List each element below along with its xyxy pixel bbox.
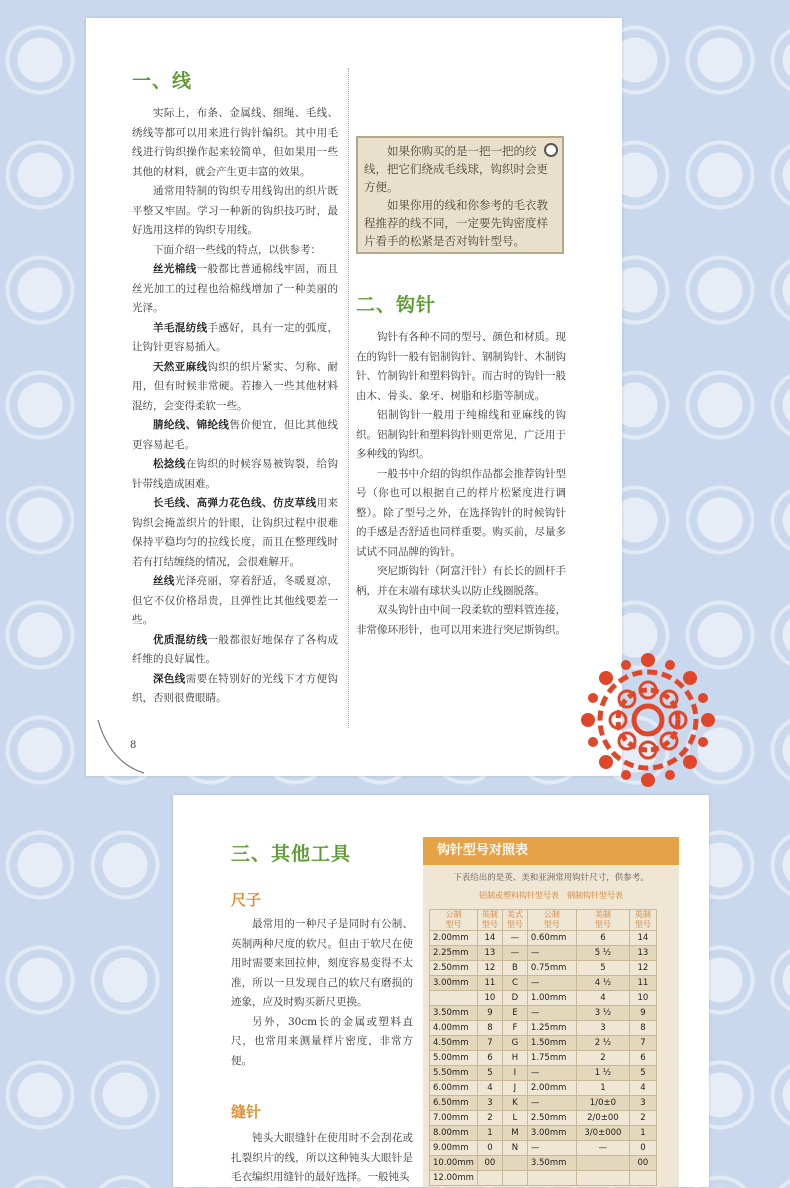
table-column-header: 公制 型号	[527, 910, 576, 931]
paragraph-text: 一般都很好地保存了各构成纤维的良好属性。	[132, 633, 338, 665]
table-cell: 6	[477, 1051, 502, 1066]
table-cell: 9	[477, 1006, 502, 1021]
table-title: 钩针型号对照表	[423, 837, 679, 865]
crochet-doily-icon	[578, 650, 718, 790]
table-cell: 5	[629, 1066, 656, 1081]
paragraph-text: 需要在特别好的光线下才方便钩织，否则很费眼睛。	[132, 672, 338, 704]
table-cell: 3.50mm	[527, 1156, 576, 1171]
table-cell: B	[502, 961, 527, 976]
table-cell: 2/0±00	[576, 1111, 629, 1126]
table-row	[430, 1021, 657, 1036]
table-cell	[576, 1171, 629, 1186]
term-label: 长毛线、高弹力花色线、仿皮草线	[153, 497, 317, 509]
hook-column	[356, 328, 566, 640]
table-cell: —	[527, 1096, 576, 1111]
table-cell: —	[502, 931, 527, 946]
body-paragraph: 另外，30cm长的金属或塑料直尺，也常用来测量样片密度，非常方便。	[231, 1015, 413, 1067]
table-cell: —	[527, 1006, 576, 1021]
body-paragraph	[132, 319, 338, 358]
subsection-title-needle: 缝针	[231, 1103, 262, 1121]
term-label: 腈纶线、锦纶线	[153, 419, 230, 431]
table-row	[430, 931, 657, 946]
table-cell	[477, 1171, 502, 1186]
table-row	[430, 946, 657, 961]
body-paragraph	[132, 241, 338, 261]
table-cell: 3.00mm	[430, 976, 478, 991]
book-page-left	[86, 18, 622, 776]
table-cell: 1	[477, 1126, 502, 1141]
table-row	[430, 1096, 657, 1111]
table-subtitle: 下表给出的是英、美和亚洲常用钩针尺寸，供参考。	[453, 873, 649, 883]
table-cell: 10	[629, 991, 656, 1006]
book-page-bottom	[173, 795, 709, 1187]
paragraph-text: 售价便宜，但比其他线更容易起毛。	[132, 419, 338, 451]
table-cell: 4 ½	[576, 976, 629, 991]
table-legend: 铝制或塑料钩针型号表 钢制钩针型号表	[479, 891, 623, 900]
table-row	[430, 1171, 657, 1186]
body-paragraph	[132, 670, 338, 709]
table-cell: 0	[477, 1141, 502, 1156]
term-label: 丝光棉线	[153, 263, 197, 275]
table-cell: 5	[576, 961, 629, 976]
table-cell: 3	[576, 1021, 629, 1036]
table-cell: 00	[477, 1156, 502, 1171]
body-paragraph	[132, 494, 338, 572]
table-row	[430, 991, 657, 1006]
body-paragraph	[132, 260, 338, 319]
table-cell: 4.00mm	[430, 1021, 478, 1036]
body-paragraph	[132, 358, 338, 417]
table-cell: E	[502, 1006, 527, 1021]
body-paragraph: 钩针有各种不同的型号、颜色和材质。现在的钩针一般有铝制钩针、钢制钩针、木制钩针、竹制钩针和塑料钩针。而古时的钩针一般由木、骨头、象牙、树脂和杉脂等制成。	[356, 331, 566, 402]
subsection-title-ruler: 尺子	[231, 891, 262, 909]
table-row	[430, 1081, 657, 1096]
table-cell: 12	[477, 961, 502, 976]
table-cell: 0.75mm	[527, 961, 576, 976]
term-label: 丝线	[153, 575, 175, 587]
table-cell: 10	[477, 991, 502, 1006]
page-number: 8	[130, 740, 137, 751]
column-divider	[348, 68, 349, 728]
tip-paragraph: 如果你用的线和你参考的毛衣教程推荐的线不同，一定要先钩密度样片看手的松紧是否对钩针型号。	[364, 198, 548, 248]
table-cell: 9.00mm	[430, 1141, 478, 1156]
table-cell: 5	[477, 1066, 502, 1081]
table-cell: 1	[629, 1126, 656, 1141]
table-cell: 3	[477, 1096, 502, 1111]
needle-column	[231, 1129, 413, 1188]
table-cell: 2.50mm	[430, 961, 478, 976]
paragraph-text: 在钩织的时候容易被钩裂，给钩针带线造成困难。	[132, 458, 338, 490]
paragraph-text: 一般都比普通棉线牢固，而且丝光加工的过程也给棉线增加了一种美丽的光泽。	[132, 263, 338, 314]
table-cell: 14	[629, 931, 656, 946]
table-cell: 1.75mm	[527, 1051, 576, 1066]
table-cell: F	[502, 1021, 527, 1036]
table-row	[430, 1051, 657, 1066]
table-cell: N	[502, 1141, 527, 1156]
table-cell: 5 ½	[576, 946, 629, 961]
table-cell	[430, 991, 478, 1006]
thread-column	[132, 104, 338, 709]
table-cell: 1	[576, 1081, 629, 1096]
table-cell: 1.25mm	[527, 1021, 576, 1036]
table-column-header: 美式 型号	[502, 910, 527, 931]
table-cell: 2.25mm	[430, 946, 478, 961]
term-label: 松捻线	[153, 458, 186, 470]
table-cell: 13	[477, 946, 502, 961]
table-cell: K	[502, 1096, 527, 1111]
table-cell: 2	[576, 1051, 629, 1066]
table-cell: 3.00mm	[527, 1126, 576, 1141]
table-cell: 0	[629, 1141, 656, 1156]
table-row	[430, 1126, 657, 1141]
table-column-header: 英制 型号	[629, 910, 656, 931]
table-cell: 3/0±000	[576, 1126, 629, 1141]
table-cell: 6.00mm	[430, 1081, 478, 1096]
ruler-column	[231, 915, 413, 1071]
body-paragraph	[132, 416, 338, 455]
body-paragraph: 双头钩针由中间一段柔软的塑料管连接，非常像环形针，也可以用来进行突尼斯钩织。	[356, 604, 566, 636]
table-cell: 8	[477, 1021, 502, 1036]
table-cell: 2.00mm	[527, 1081, 576, 1096]
body-paragraph: 钝头大眼缝针在使用时不会刮花或扎裂织片的线，所以这种钝头大眼针是毛衣编织用缝针的最好选择。一般钝头	[231, 1132, 413, 1183]
table-cell: 2	[629, 1111, 656, 1126]
term-label: 优质混纺线	[153, 633, 208, 646]
tip-box	[356, 136, 564, 254]
table-cell: —	[527, 946, 576, 961]
table-cell: 11	[629, 976, 656, 991]
table-column-header: 公制 型号	[430, 910, 478, 931]
table-cell: J	[502, 1081, 527, 1096]
paragraph-text: 手感好，具有一定的弧度，让钩针更容易插入。	[132, 321, 338, 353]
table-row	[430, 1111, 657, 1126]
term-label: 羊毛混纺线	[153, 321, 208, 334]
pin-icon	[544, 143, 558, 157]
table-cell: 1 ½	[576, 1066, 629, 1081]
table-cell: 14	[477, 931, 502, 946]
table-cell: —	[576, 1141, 629, 1156]
table-cell: 9	[629, 1006, 656, 1021]
table-cell: G	[502, 1036, 527, 1051]
section-title-tools: 三、其他工具	[231, 843, 352, 865]
table-cell: 6.50mm	[430, 1096, 478, 1111]
table-cell: 2	[477, 1111, 502, 1126]
table-cell: D	[502, 991, 527, 1006]
table-cell: 5.00mm	[430, 1051, 478, 1066]
table-cell: 8.00mm	[430, 1126, 478, 1141]
table-cell: 2 ½	[576, 1036, 629, 1051]
table-cell: 0.60mm	[527, 931, 576, 946]
table-row	[430, 1006, 657, 1021]
table-row	[430, 1141, 657, 1156]
term-label: 深色线	[153, 672, 186, 685]
paragraph-text: 光泽亮丽，穿着舒适，冬暖夏凉，但它不仅价格昂贵，且弹性比其他线要差一些。	[132, 575, 338, 626]
table-row	[430, 1036, 657, 1051]
table-cell: I	[502, 1066, 527, 1081]
tip-paragraph: 如果你购买的是一把一把的绞线，把它们绕成毛线球，钩织时会更方便。	[364, 144, 548, 194]
paragraph-text: 通常用特制的钩织专用线钩出的织片既平整又牢固。学习一种新的钩织技巧时，最好选用这样的钩织专用线。	[132, 185, 338, 236]
table-cell: 12	[629, 961, 656, 976]
table-cell: 13	[629, 946, 656, 961]
table-column-header: 美制 型号	[576, 910, 629, 931]
body-paragraph	[132, 104, 338, 182]
hook-size-table-panel	[423, 837, 679, 1187]
table-cell: 7	[477, 1036, 502, 1051]
table-cell: 6	[576, 931, 629, 946]
table-cell: 4	[629, 1081, 656, 1096]
table-column-header: 英制 型号	[477, 910, 502, 931]
decorative-curve-icon	[96, 718, 146, 778]
term-label: 天然亚麻线	[153, 360, 208, 373]
paragraph-text: 钩织的织片紧实、匀称、耐用，但有时候非常硬。若掺入一些其他材料混纺，会变得柔软一些。	[132, 360, 338, 412]
table-cell: C	[502, 976, 527, 991]
table-row	[430, 961, 657, 976]
body-paragraph: 一般书中介绍的钩织作品都会推荐钩针型号（你也可以根据自己的样片松紧度进行调整）。除了型号之外，在选择钩针的时候钩针的手感是否舒适也同样重要。购买前，尽量多试试不同品牌的钩针。	[356, 467, 566, 558]
table-cell: 4	[477, 1081, 502, 1096]
table-cell: 2.50mm	[527, 1111, 576, 1126]
table-cell: 3	[629, 1096, 656, 1111]
table-cell: 6	[629, 1051, 656, 1066]
table-cell: 11	[477, 976, 502, 991]
paragraph-text: 实际上，布条、金属线、细绳、毛线、绣线等都可以用来进行钩针编织。其中用毛线进行钩织操作起来较简单，但如果用一些其他的材料，就会产生更丰富的效果。	[132, 107, 338, 178]
body-paragraph	[132, 631, 338, 670]
table-cell: 1/0±0	[576, 1096, 629, 1111]
body-paragraph	[132, 182, 338, 241]
table-cell: H	[502, 1051, 527, 1066]
table-cell	[629, 1171, 656, 1186]
table-row	[430, 1066, 657, 1081]
table-cell: 10.00mm	[430, 1156, 478, 1171]
table-cell: M	[502, 1126, 527, 1141]
body-paragraph: 最常用的一种尺子是同时有公制、英制两种尺度的软尺。但由于软尺在使用时需要来回拉伸，刻度容易变得不太准，所以一旦发现自己的软尺有磨损的迹象，应及时购买新尺更换。	[231, 918, 413, 1008]
body-paragraph: 铝制钩针一般用于纯棉线和亚麻线的钩织。铝制钩针和塑料钩针则更常见，广泛用于多种线的钩织。	[356, 409, 566, 460]
table-cell: 5.50mm	[430, 1066, 478, 1081]
table-cell	[502, 1171, 527, 1186]
table-header-row	[430, 910, 657, 931]
table-cell: 4.50mm	[430, 1036, 478, 1051]
table-cell: 1.00mm	[527, 991, 576, 1006]
body-paragraph	[132, 572, 338, 631]
body-paragraph	[132, 455, 338, 494]
body-paragraph: 突尼斯钩针（阿富汗针）有长长的圆杆手柄，并在末端有球状头以防止线圈脱落。	[356, 565, 566, 597]
table-cell: 00	[629, 1156, 656, 1171]
hook-size-table	[429, 909, 657, 1186]
table-cell: L	[502, 1111, 527, 1126]
table-cell: 3.50mm	[430, 1006, 478, 1021]
table-cell: —	[527, 1066, 576, 1081]
table-row	[430, 1156, 657, 1171]
table-cell: 8	[629, 1021, 656, 1036]
table-cell: —	[527, 976, 576, 991]
table-cell	[527, 1171, 576, 1186]
paragraph-text: 用来钩织会掩盖织片的针眼，让钩织过程中很难保持平稳均匀的拉线长度，而且在整理线时若有打结缠绕的情况，会很难解开。	[132, 497, 338, 568]
table-cell	[502, 1156, 527, 1171]
table-row	[430, 976, 657, 991]
table-cell	[576, 1156, 629, 1171]
section-title-thread: 一、线	[132, 70, 193, 92]
table-cell: 12.00mm	[430, 1171, 478, 1186]
table-cell: 3 ½	[576, 1006, 629, 1021]
table-cell: 4	[576, 991, 629, 1006]
table-cell: 2.00mm	[430, 931, 478, 946]
table-cell: —	[527, 1141, 576, 1156]
table-cell: 7	[629, 1036, 656, 1051]
paragraph-text: 下面介绍一些线的特点，以供参考：	[153, 243, 321, 256]
table-cell: 7.00mm	[430, 1111, 478, 1126]
section-title-hook: 二、钩针	[356, 294, 437, 316]
table-cell: —	[502, 946, 527, 961]
table-cell: 1.50mm	[527, 1036, 576, 1051]
